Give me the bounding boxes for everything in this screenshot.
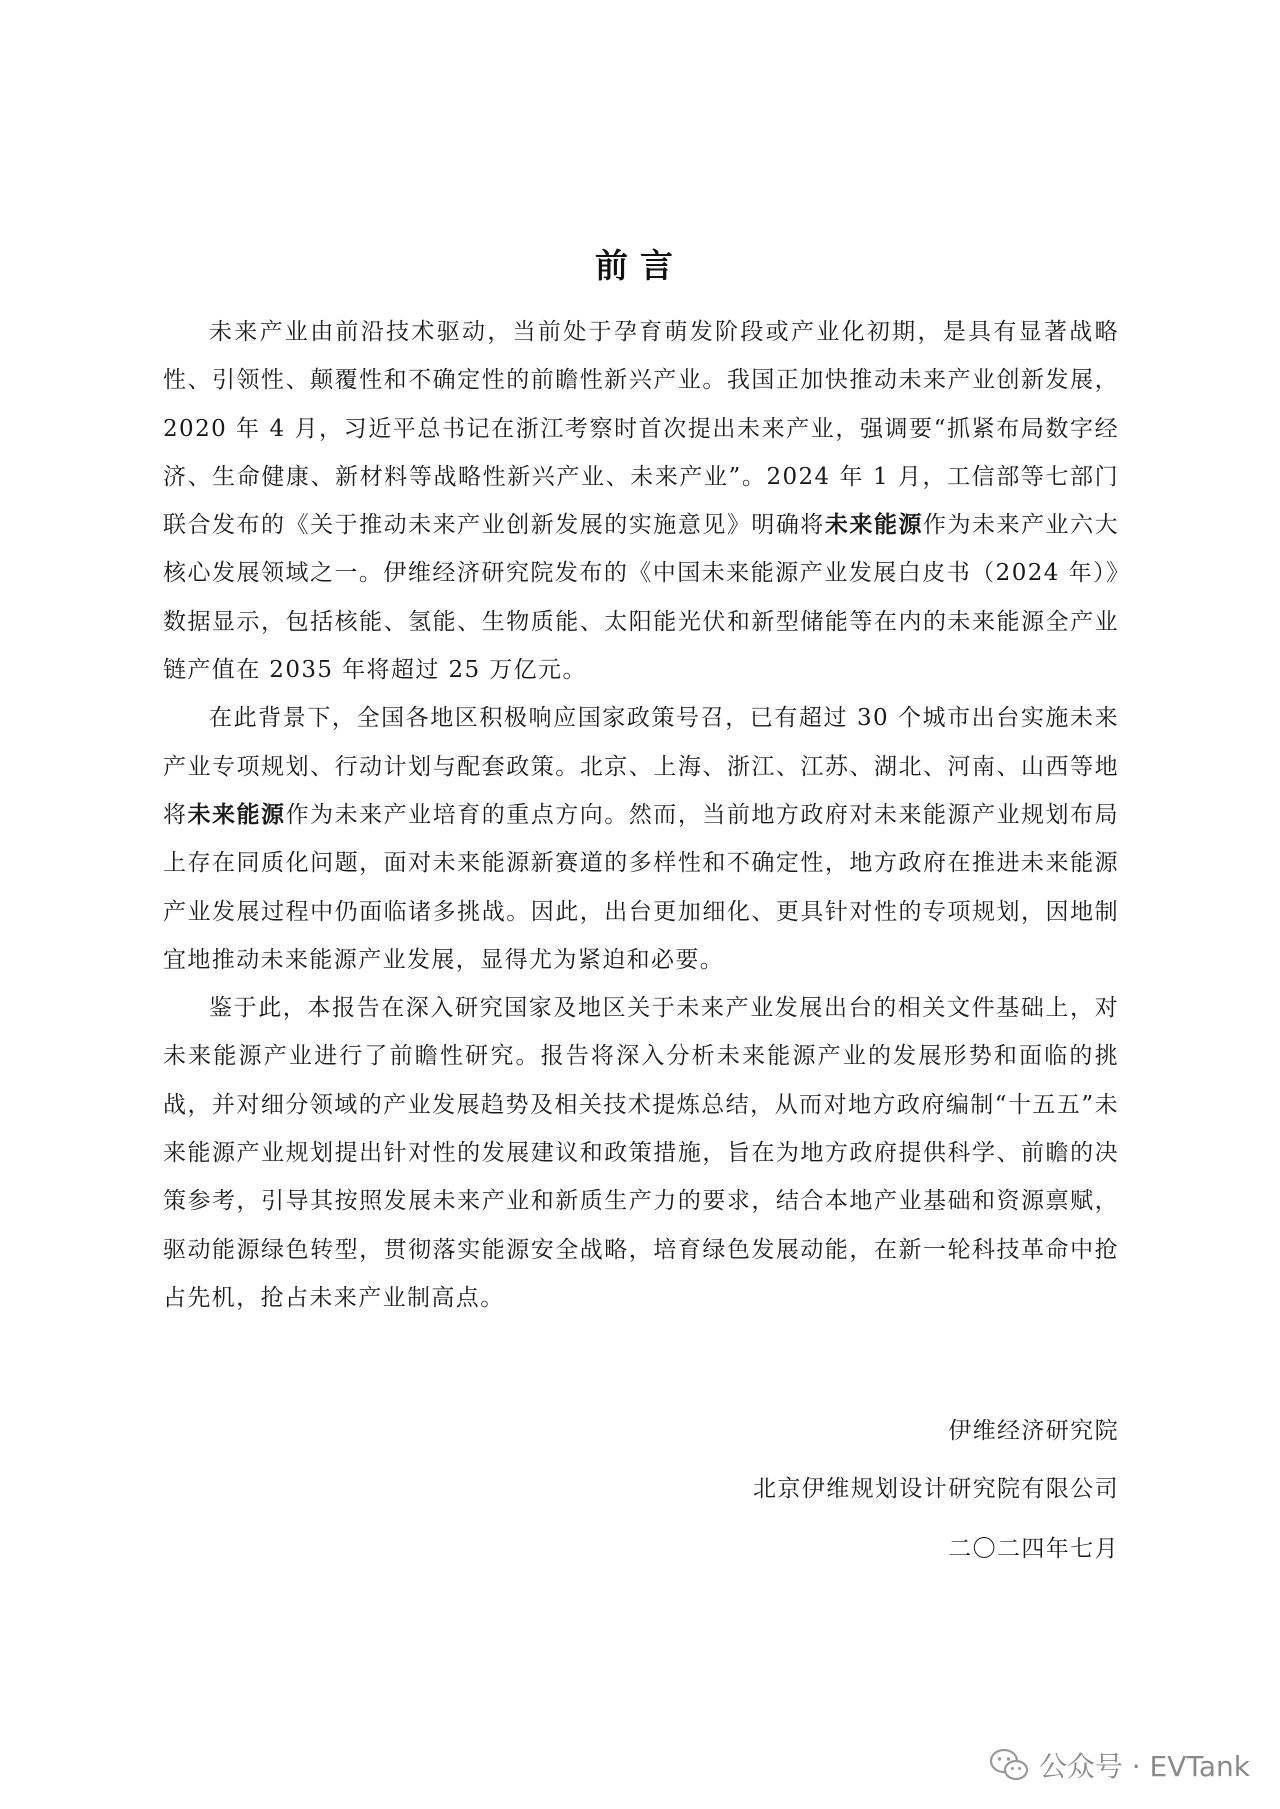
paragraph-2 bbox=[163, 694, 1119, 984]
paragraph-2-text-b: 作为未来产业培育的重点方向。然而，当前地方政府对未来能源产业规划布局上存在同质化问题，面对未来能源新赛道的多样性和不确定性，地方政府在推进未来能源产业发展过程中仍面临诸多挑战。因此，出台更加细化、更具针对性的专项规划，因地制宜地推动未来能源产业发展，显得尤为紧迫和必要。 bbox=[163, 801, 1119, 973]
paragraph-1-text-b: 作为未来产业六大核心发展领域之一。伊维经济研究院发布的《中国未来能源产业发展白皮书（2024 年）》数据显示，包括核能、氢能、生物质能、太阳能光伏和新型储能等在内的未来能源全产业链产值在 2035 年将超过 25 万亿元。 bbox=[163, 512, 1119, 684]
paragraph-1-emphasis: 未来能源 bbox=[824, 512, 923, 539]
paragraph-2-emphasis: 未来能源 bbox=[187, 801, 286, 828]
body-text bbox=[163, 308, 1119, 1322]
page-title: 前言 bbox=[595, 246, 685, 285]
paragraph-3: 鉴于此，本报告在深入研究国家及地区关于未来产业发展出台的相关文件基础上，对未来能源产业进行了前瞻性研究。报告将深入分析未来能源产业的发展形势和面临的挑战，并对细分领域的产业发展趋势及相关技术提炼总结，从而对地方政府编制“十五五”未来能源产业规划提出针对性的发展建议和政策措施，旨在为地方政府提供科学、前瞻的决策参考，引导其按照发展未来产业和新质生产力的要求，结合本地产业基础和资源禀赋，驱动能源绿色转型，贯彻落实能源安全战略，培育绿色发展动能，在新一轮科技革命中抢占先机，抢占未来产业制高点。 bbox=[163, 995, 1119, 1311]
paragraph-2-text-a: 在此背景下，全国各地区积极响应国家政策号召，已有超过 30 个城市出台实施未来产业专项规划、行动计划与配套政策。北京、上海、浙江、江苏、湖北、河南、山西等地将 bbox=[163, 705, 1119, 828]
paragraph-1-text-a: 未来产业由前沿技术驱动，当前处于孕育萌发阶段或产业化初期，是具有显著战略性、引领性、颠覆性和不确定性的前瞻性新兴产业。我国正加快推动未来产业创新发展，2020 年 4 月，习近平总书记在浙江考察时首次提出未来产业，强调要“抓紧布局数字经济、生命健康、新材料等战略性新兴产业、未来产业”。2024 年 1 月，工信部等七部门联合发布的《关于推动未来产业创新发展的实施意见》明确将 bbox=[163, 319, 1119, 539]
signature-org-2: 北京伊维规划设计研究院有限公司 bbox=[753, 1476, 1119, 1502]
paragraph-1 bbox=[163, 308, 1119, 694]
signature-date: 二〇二四年七月 bbox=[948, 1536, 1119, 1562]
wechat-icon bbox=[989, 1748, 1029, 1782]
signature-org-1: 伊维经济研究院 bbox=[948, 1418, 1119, 1444]
watermark bbox=[989, 1745, 1250, 1785]
watermark-text: 公众号 · EVTank bbox=[1038, 1750, 1250, 1783]
